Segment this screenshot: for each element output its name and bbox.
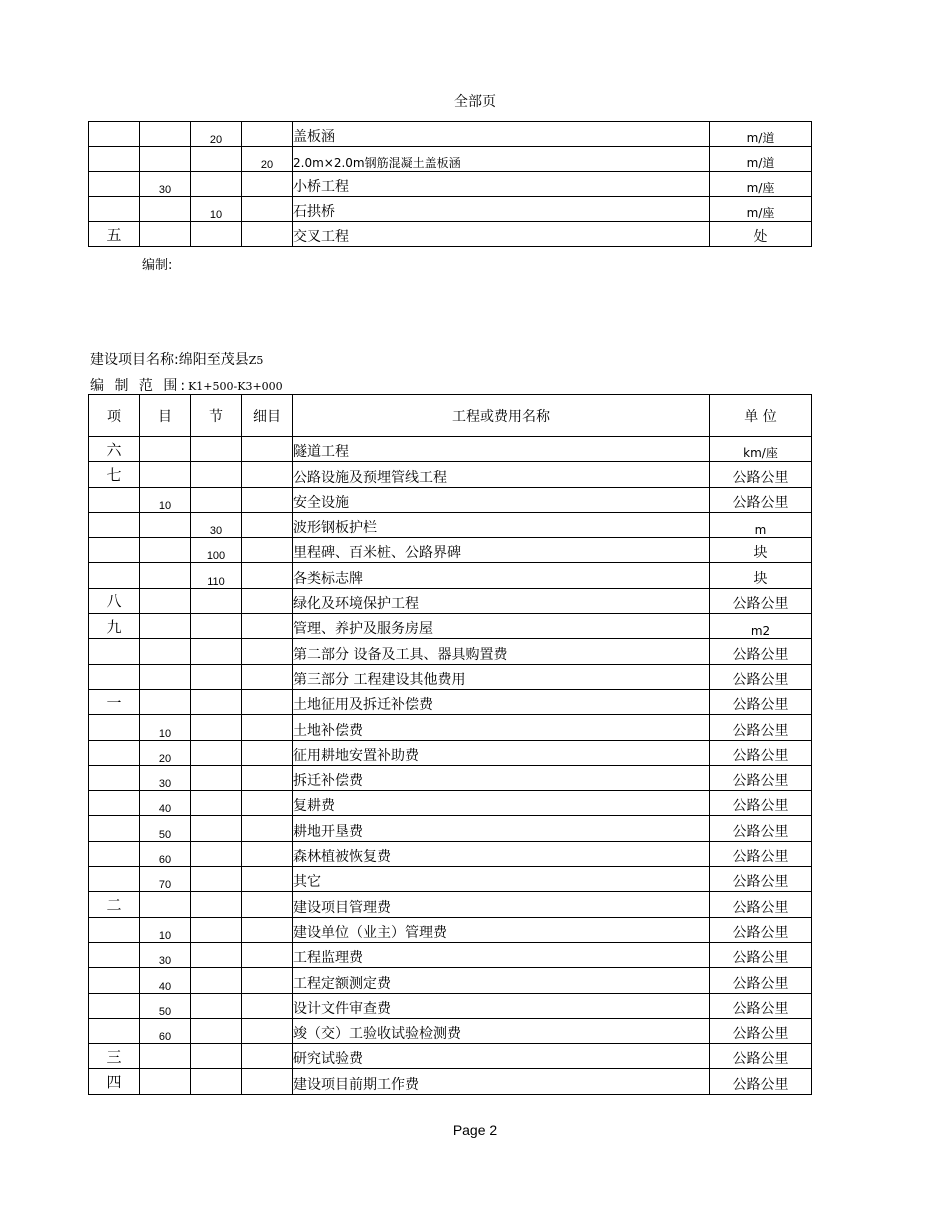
cell-unit: 公路公里 <box>710 462 812 487</box>
cell-jie <box>191 437 242 462</box>
cell-unit: 公路公里 <box>710 892 812 917</box>
cell-xiang: 九 <box>89 614 140 639</box>
cell-unit: m/座 <box>710 172 812 197</box>
cell-name: 安全设施 <box>293 487 710 512</box>
cell-jie: 110 <box>191 563 242 588</box>
cell-mu: 60 <box>140 1018 191 1043</box>
table-row <box>89 588 812 613</box>
page-title: 全部页 <box>454 94 496 110</box>
cell-ximu <box>242 512 293 537</box>
cell-name: 复耕费 <box>293 791 710 816</box>
cell-xiang <box>89 917 140 942</box>
cell-unit: 公路公里 <box>710 867 812 892</box>
cell-jie: 100 <box>191 538 242 563</box>
cell-jie <box>191 917 242 942</box>
cell-xiang <box>89 791 140 816</box>
table-row <box>89 715 812 740</box>
table-row <box>89 993 812 1018</box>
cell-jie <box>191 172 242 197</box>
cell-name: 绿化及环境保护工程 <box>293 588 710 613</box>
cell-jie <box>191 487 242 512</box>
cell-xiang <box>89 538 140 563</box>
cell-xiang: 四 <box>89 1069 140 1094</box>
cell-ximu <box>242 740 293 765</box>
table-row <box>89 437 812 462</box>
cell-mu <box>140 614 191 639</box>
cell-xiang <box>89 639 140 664</box>
table-row <box>89 942 812 967</box>
cell-mu <box>140 222 191 247</box>
table-row <box>89 892 812 917</box>
cell-jie <box>191 765 242 790</box>
cell-xiang <box>89 715 140 740</box>
header-mu: 目 <box>140 395 191 437</box>
table-row <box>89 816 812 841</box>
cell-name: 耕地开垦费 <box>293 816 710 841</box>
cell-unit: 公路公里 <box>710 1044 812 1069</box>
cell-jie: 20 <box>191 122 242 147</box>
cell-mu <box>140 1069 191 1094</box>
cell-mu: 70 <box>140 867 191 892</box>
cell-unit: 公路公里 <box>710 487 812 512</box>
cell-mu: 60 <box>140 841 191 866</box>
table-row <box>89 122 812 147</box>
cell-jie <box>191 664 242 689</box>
compile-range-line <box>90 375 283 395</box>
cell-name: 土地补偿费 <box>293 715 710 740</box>
cell-unit: 公路公里 <box>710 740 812 765</box>
cell-unit: km/座 <box>710 437 812 462</box>
table-row <box>89 538 812 563</box>
project-name: 绵阳至茂县 <box>178 352 249 368</box>
table-row <box>89 1018 812 1043</box>
cell-xiang <box>89 172 140 197</box>
table-row <box>89 147 812 172</box>
cell-ximu <box>242 664 293 689</box>
project-label: 建设项目名称: <box>90 352 179 368</box>
cell-name: 公路设施及预埋管线工程 <box>293 462 710 487</box>
cell-ximu <box>242 993 293 1018</box>
table-row <box>89 841 812 866</box>
cell-unit: 公路公里 <box>710 639 812 664</box>
cell-ximu <box>242 614 293 639</box>
cell-ximu <box>242 689 293 714</box>
cell-name: 2.0m×2.0m钢筋混凝土盖板涵 <box>293 147 710 172</box>
cell-ximu <box>242 122 293 147</box>
cell-ximu <box>242 816 293 841</box>
cell-mu: 50 <box>140 816 191 841</box>
table-row <box>89 765 812 790</box>
cell-mu: 40 <box>140 968 191 993</box>
cell-jie <box>191 791 242 816</box>
header-name: 工程或费用名称 <box>293 395 710 437</box>
cell-name: 各类标志牌 <box>293 563 710 588</box>
cell-name: 盖板涵 <box>293 122 710 147</box>
cell-jie <box>191 816 242 841</box>
cell-unit: 公路公里 <box>710 993 812 1018</box>
table-row <box>89 197 812 222</box>
cell-ximu <box>242 917 293 942</box>
cell-ximu <box>242 942 293 967</box>
cell-jie <box>191 715 242 740</box>
project-code: Z5 <box>248 354 264 367</box>
table-row <box>89 563 812 588</box>
cell-ximu <box>242 588 293 613</box>
cell-ximu <box>242 1044 293 1069</box>
cell-name: 建设单位（业主）管理费 <box>293 917 710 942</box>
cell-unit: m <box>710 512 812 537</box>
cell-unit: 公路公里 <box>710 942 812 967</box>
cell-ximu <box>242 892 293 917</box>
cell-xiang: 六 <box>89 437 140 462</box>
cell-xiang: 二 <box>89 892 140 917</box>
cell-unit: 公路公里 <box>710 841 812 866</box>
cell-mu: 30 <box>140 942 191 967</box>
cell-jie <box>191 740 242 765</box>
cell-name: 隧道工程 <box>293 437 710 462</box>
cell-jie <box>191 689 242 714</box>
cell-unit: 公路公里 <box>710 664 812 689</box>
cell-ximu <box>242 172 293 197</box>
cell-unit: 公路公里 <box>710 917 812 942</box>
cell-xiang: 八 <box>89 588 140 613</box>
top-budget-table <box>88 121 812 247</box>
cell-jie <box>191 968 242 993</box>
cell-unit: 公路公里 <box>710 588 812 613</box>
table-row <box>89 917 812 942</box>
cell-xiang <box>89 664 140 689</box>
cell-ximu <box>242 765 293 790</box>
cell-mu <box>140 563 191 588</box>
cell-ximu <box>242 197 293 222</box>
cell-jie <box>191 588 242 613</box>
cell-name: 森林植被恢复费 <box>293 841 710 866</box>
cell-ximu: 20 <box>242 147 293 172</box>
cell-jie <box>191 222 242 247</box>
cell-unit: 公路公里 <box>710 968 812 993</box>
cell-mu: 30 <box>140 172 191 197</box>
cell-name: 设计文件审查费 <box>293 993 710 1018</box>
cell-name: 交叉工程 <box>293 222 710 247</box>
page-footer: Page 2 <box>452 1122 498 1138</box>
cell-jie <box>191 993 242 1018</box>
cell-name: 波形钢板护栏 <box>293 512 710 537</box>
cell-xiang: 三 <box>89 1044 140 1069</box>
cell-ximu <box>242 222 293 247</box>
table-row <box>89 639 812 664</box>
header-unit: 单 位 <box>710 395 812 437</box>
cell-xiang <box>89 147 140 172</box>
cell-unit: 公路公里 <box>710 715 812 740</box>
cell-name: 管理、养护及服务房屋 <box>293 614 710 639</box>
table-row <box>89 222 812 247</box>
main-table-body <box>89 437 812 1095</box>
cell-unit: 公路公里 <box>710 1018 812 1043</box>
cell-xiang <box>89 512 140 537</box>
cell-xiang <box>89 765 140 790</box>
cell-jie <box>191 841 242 866</box>
cell-name: 工程监理费 <box>293 942 710 967</box>
cell-mu <box>140 538 191 563</box>
cell-mu: 30 <box>140 765 191 790</box>
table-row <box>89 689 812 714</box>
cell-mu <box>140 664 191 689</box>
cell-xiang <box>89 942 140 967</box>
header-jie: 节 <box>191 395 242 437</box>
cell-ximu <box>242 538 293 563</box>
cell-ximu <box>242 867 293 892</box>
table-row <box>89 172 812 197</box>
cell-xiang: 一 <box>89 689 140 714</box>
cell-ximu <box>242 563 293 588</box>
cell-xiang <box>89 867 140 892</box>
cell-jie <box>191 614 242 639</box>
cell-jie <box>191 1018 242 1043</box>
cell-xiang: 五 <box>89 222 140 247</box>
cell-xiang: 七 <box>89 462 140 487</box>
cell-ximu <box>242 715 293 740</box>
cell-xiang <box>89 740 140 765</box>
cell-mu <box>140 437 191 462</box>
cell-ximu <box>242 639 293 664</box>
cell-unit: 公路公里 <box>710 791 812 816</box>
cell-mu: 50 <box>140 993 191 1018</box>
top-table-body <box>89 122 812 247</box>
cell-xiang <box>89 122 140 147</box>
cell-name: 第二部分 设备及工具、器具购置费 <box>293 639 710 664</box>
cell-name: 研究试验费 <box>293 1044 710 1069</box>
cell-name: 建设项目管理费 <box>293 892 710 917</box>
project-name-line <box>90 349 263 369</box>
cell-jie <box>191 1044 242 1069</box>
cell-jie <box>191 1069 242 1094</box>
cell-name: 竣（交）工验收试验检测费 <box>293 1018 710 1043</box>
cell-jie: 10 <box>191 197 242 222</box>
cell-jie <box>191 942 242 967</box>
cell-mu <box>140 122 191 147</box>
cell-xiang <box>89 993 140 1018</box>
cell-ximu <box>242 1018 293 1043</box>
range-label: 编 制 范 围: <box>90 378 189 394</box>
cell-name: 拆迁补偿费 <box>293 765 710 790</box>
compiler-label: 编制: <box>142 258 173 273</box>
table-row <box>89 968 812 993</box>
table-row <box>89 512 812 537</box>
range-value: K1+500-K3+000 <box>188 380 283 393</box>
cell-name: 工程定额测定费 <box>293 968 710 993</box>
table-row <box>89 1044 812 1069</box>
table-row <box>89 867 812 892</box>
cell-mu <box>140 588 191 613</box>
table-row <box>89 1069 812 1094</box>
cell-unit: 块 <box>710 563 812 588</box>
cell-name: 土地征用及拆迁补偿费 <box>293 689 710 714</box>
cell-ximu <box>242 437 293 462</box>
cell-mu <box>140 147 191 172</box>
cell-xiang <box>89 816 140 841</box>
table-row <box>89 740 812 765</box>
cell-jie: 30 <box>191 512 242 537</box>
cell-name: 里程碑、百米桩、公路界碑 <box>293 538 710 563</box>
cell-xiang <box>89 487 140 512</box>
cell-jie <box>191 147 242 172</box>
cell-mu <box>140 1044 191 1069</box>
table-row <box>89 791 812 816</box>
cell-unit: m/道 <box>710 147 812 172</box>
cell-unit: 公路公里 <box>710 765 812 790</box>
cell-mu: 20 <box>140 740 191 765</box>
cell-ximu <box>242 462 293 487</box>
cell-xiang <box>89 563 140 588</box>
cell-name: 小桥工程 <box>293 172 710 197</box>
cell-xiang <box>89 968 140 993</box>
cell-mu <box>140 512 191 537</box>
table-row <box>89 614 812 639</box>
cell-ximu <box>242 791 293 816</box>
cell-mu <box>140 197 191 222</box>
cell-jie <box>191 462 242 487</box>
cell-name: 建设项目前期工作费 <box>293 1069 710 1094</box>
table-row <box>89 664 812 689</box>
cell-unit: m2 <box>710 614 812 639</box>
cell-name: 征用耕地安置补助费 <box>293 740 710 765</box>
cell-unit: m/座 <box>710 197 812 222</box>
cell-mu <box>140 639 191 664</box>
cell-xiang <box>89 1018 140 1043</box>
cell-jie <box>191 639 242 664</box>
cell-unit: 处 <box>710 222 812 247</box>
cell-name: 其它 <box>293 867 710 892</box>
cell-ximu <box>242 968 293 993</box>
header-ximu: 细目 <box>242 395 293 437</box>
cell-mu: 10 <box>140 487 191 512</box>
cell-unit: m/道 <box>710 122 812 147</box>
cell-xiang <box>89 197 140 222</box>
cell-mu: 40 <box>140 791 191 816</box>
cell-ximu <box>242 841 293 866</box>
table-row <box>89 462 812 487</box>
cell-jie <box>191 892 242 917</box>
cell-xiang <box>89 841 140 866</box>
cell-unit: 公路公里 <box>710 816 812 841</box>
table-header-row <box>89 395 812 437</box>
cell-mu <box>140 892 191 917</box>
cell-unit: 公路公里 <box>710 1069 812 1094</box>
cell-unit: 块 <box>710 538 812 563</box>
cell-ximu <box>242 1069 293 1094</box>
cell-jie <box>191 867 242 892</box>
table-row <box>89 487 812 512</box>
cell-mu <box>140 462 191 487</box>
main-budget-table <box>88 394 812 1095</box>
cell-mu: 10 <box>140 917 191 942</box>
header-xiang: 项 <box>89 395 140 437</box>
cell-name: 石拱桥 <box>293 197 710 222</box>
cell-unit: 公路公里 <box>710 689 812 714</box>
cell-name: 第三部分 工程建设其他费用 <box>293 664 710 689</box>
cell-mu: 10 <box>140 715 191 740</box>
cell-mu <box>140 689 191 714</box>
cell-ximu <box>242 487 293 512</box>
